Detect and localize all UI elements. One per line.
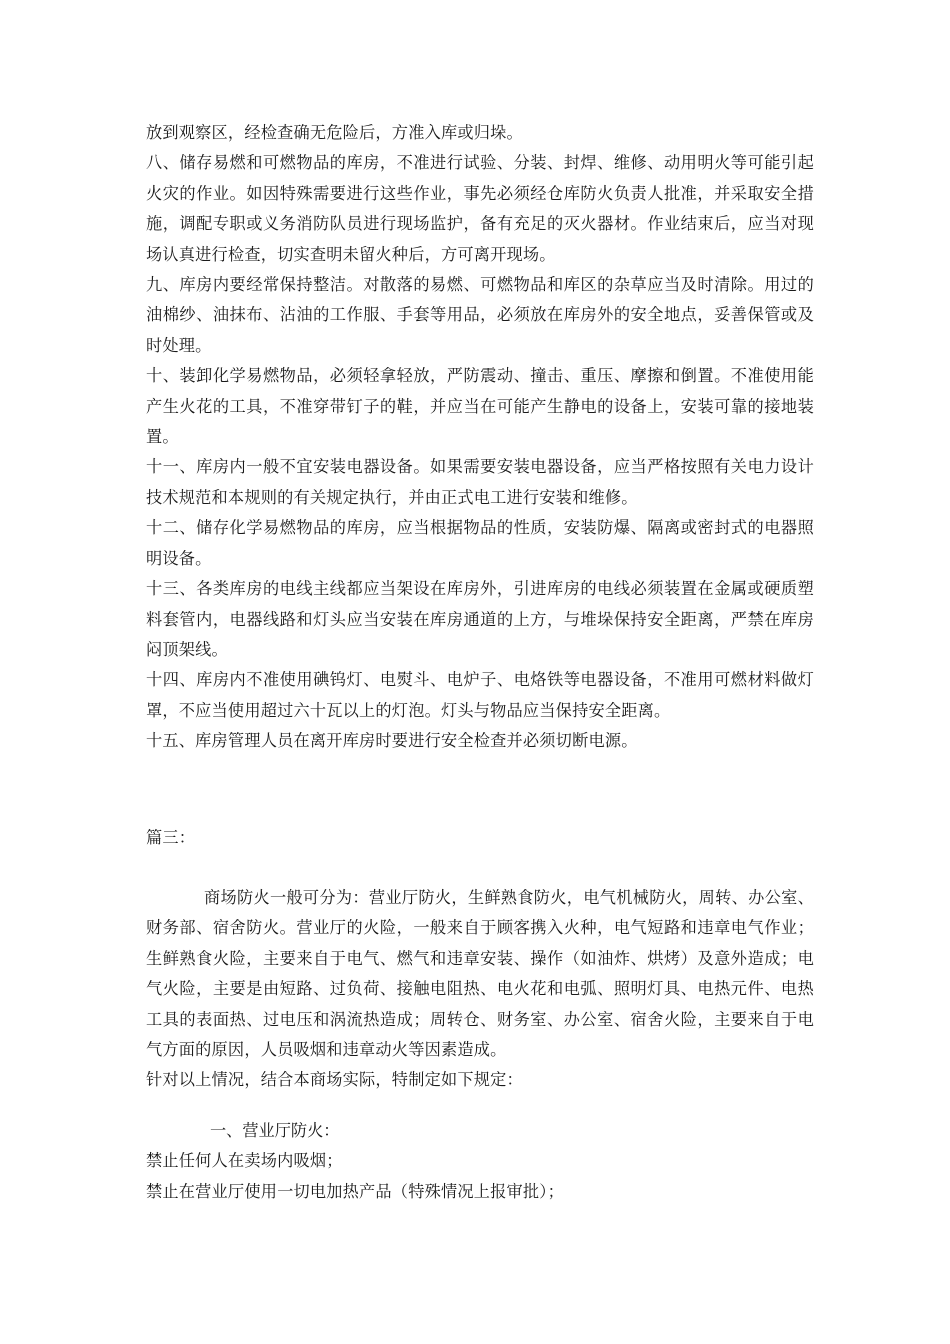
subheading: 一、营业厅防火： bbox=[210, 1120, 340, 1140]
statement: 针对以上情况，结合本商场实际，特制定如下规定： bbox=[146, 1070, 523, 1090]
rule-item: 禁止在营业厅使用一切电加热产品（特殊情况上报审批）； bbox=[146, 1181, 564, 1201]
intro-paragraph: 商场防火一般可分为：营业厅防火，生鲜熟食防火，电气机械防火，周转、办公室、财务部、宿舍防火。营业厅的火险，一般来自于顾客携入火种，电气短路和违章电气作业；生鲜熟食火险，主要来自于电气、燃气和违章安装、操作（如油炸、烘烤）及意外造成；电气火险，主要是由短路、过负荷、接触电阻热、电火花和电弧、照明灯具、电热元件、电热工具的表面热、过电压和涡流热造成；周转仓、财务室、办公室、宿舍火险，主要来自于电气方面的原因，人员吸烟和违章动火等因素造成。 bbox=[146, 887, 814, 1059]
paragraph: 十五、库房管理人员在离开库房时要进行安全检查并必须切断电源。 bbox=[146, 731, 638, 751]
blank-space bbox=[146, 757, 814, 823]
rule-item: 禁止任何人在卖场内吸烟； bbox=[146, 1151, 343, 1171]
paragraph: 八、储存易燃和可燃物品的库房，不准进行试验、分装、封焊、维修、动用明火等可能引起火灾的作业。如因特殊需要进行这些作业，事先必须经仓库防火负责人批准，并采取安全措施，调配专职或义务消防队员进行现场监护，备有充足的灭火器材。作业结束后，应当对现场认真进行检查，切实查明未留火种后，方可离开现场。 bbox=[146, 153, 814, 264]
paragraph: 九、库房内要经常保持整洁。对散落的易燃、可燃物品和库区的杂草应当及时清除。用过的油棉纱、油抹布、沾油的工作服、手套等用品，必须放在库房外的安全地点，妥善保管或及时处理。 bbox=[146, 275, 814, 355]
paragraph: 十三、各类库房的电线主线都应当架设在库房外，引进库房的电线必须装置在金属或硬质塑料套管内，电器线路和灯头应当安装在库房通道的上方，与堆垛保持安全距离，严禁在库房闷顶架线。 bbox=[146, 579, 814, 659]
document-page bbox=[146, 118, 814, 1207]
paragraph: 十一、库房内一般不宜安装电器设备。如果需要安装电器设备，应当严格按照有关电力设计技术规范和本规则的有关规定执行，并由正式电工进行安装和维修。 bbox=[146, 457, 814, 507]
paragraph: 十、装卸化学易燃物品，必须轻拿轻放，严防震动、撞击、重压、摩擦和倒置。不准使用能产生火花的工具，不准穿带钉子的鞋，并应当在可能产生静电的设备上，安装可靠的接地装置。 bbox=[146, 366, 814, 447]
paragraph: 十四、库房内不准使用碘钨灯、电熨斗、电炉子、电烙铁等电器设备，不准用可燃材料做灯罩，不应当使用超过六十瓦以上的灯泡。灯头与物品应当保持安全距离。 bbox=[146, 670, 814, 720]
section-label: 篇三： bbox=[146, 827, 196, 847]
blank-space bbox=[146, 853, 814, 883]
blank-space bbox=[146, 1096, 814, 1116]
paragraph: 放到观察区，经检查确无危险后，方准入库或归垛。 bbox=[146, 123, 523, 142]
paragraph: 十二、储存化学易燃物品的库房，应当根据物品的性质，安装防爆、隔离或密封式的电器照明设备。 bbox=[146, 518, 814, 568]
